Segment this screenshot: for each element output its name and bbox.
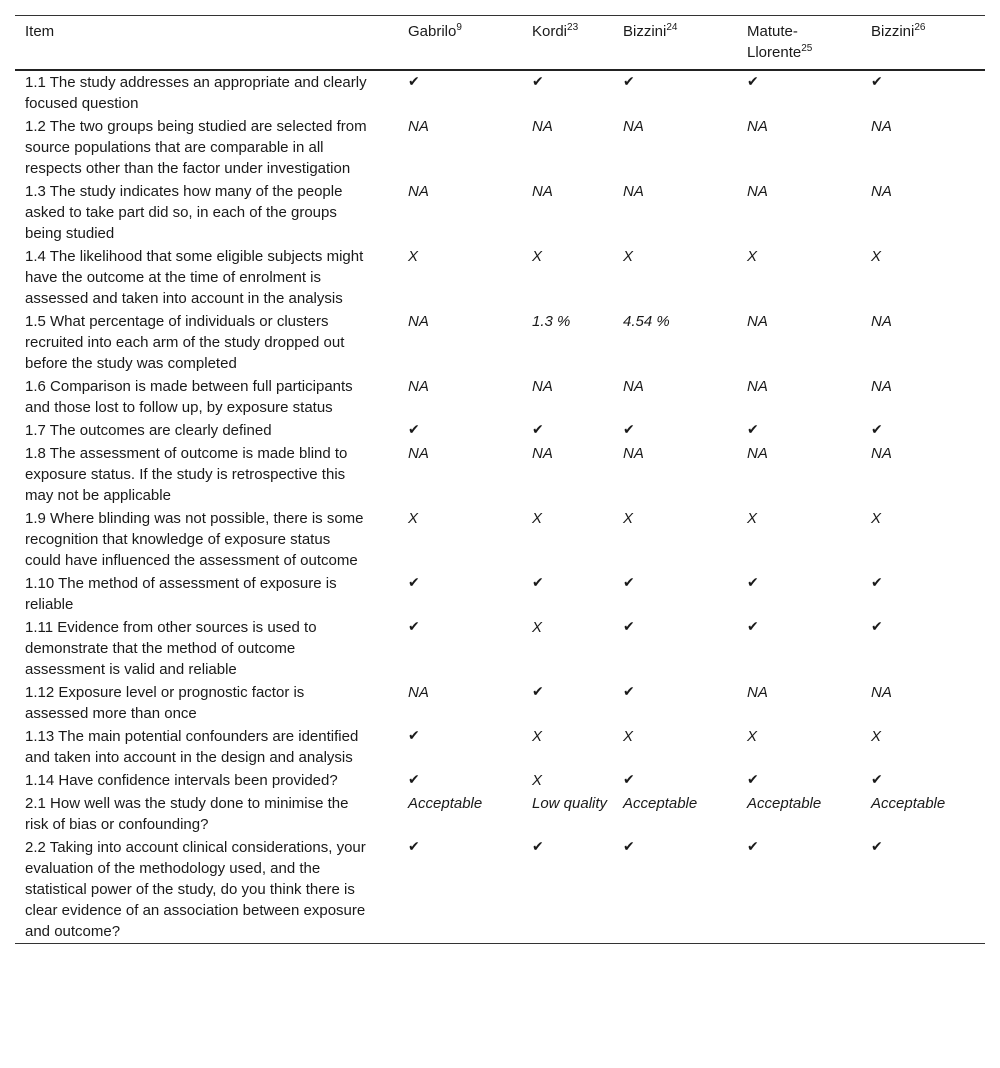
table-row: [15, 836, 985, 944]
item-cell: 1.9 Where blinding was not possible, there is some recognition that knowledge of exposure status could have influenced the assessment of outcome: [25, 510, 364, 569]
value-cell: ✔: [747, 619, 759, 635]
value-cell: ✔: [747, 839, 759, 855]
value-cell: NA: [871, 378, 892, 395]
value-cell: NA: [623, 445, 644, 462]
value-cell: NA: [747, 684, 768, 701]
item-cell: 1.6 Comparison is made between full participants and those lost to follow up, by exposure status: [25, 378, 353, 416]
value-cell: ✔: [532, 422, 544, 438]
value-cell: X: [532, 510, 543, 527]
table-row: [15, 419, 985, 442]
item-cell: 1.10 The method of assessment of exposure is reliable: [25, 575, 337, 613]
value-cell: ✔: [747, 575, 759, 591]
table-row: [15, 245, 985, 310]
item-cell: 1.4 The likelihood that some eligible subjects might have the outcome at the time of enrolment is assessed and taken into account in the analysis: [25, 248, 364, 307]
header-study-3: Bizzini$^{24}$: [623, 22, 678, 40]
value-cell: ✔: [871, 422, 883, 438]
value-cell: X: [408, 510, 419, 527]
value-cell: ✔: [408, 728, 420, 744]
value-cell: ✔: [623, 839, 635, 855]
value-cell: ✔: [623, 684, 635, 700]
value-cell: ✔: [747, 74, 759, 90]
value-cell: NA: [623, 118, 644, 135]
value-cell: ✔: [532, 684, 544, 700]
value-cell: ✔: [871, 619, 883, 635]
table-row: [15, 792, 985, 836]
value-cell: Acceptable: [871, 795, 946, 812]
quality-assessment-table: [15, 15, 985, 944]
table-header-row: [15, 16, 985, 71]
item-cell: 1.2 The two groups being studied are selected from source populations that are comparable in all respects other than the factor under investigation: [25, 118, 367, 177]
header-study-5: Bizzini$^{26}$: [871, 22, 926, 40]
value-cell: Acceptable: [408, 795, 483, 812]
value-cell: NA: [871, 313, 892, 330]
value-cell: Acceptable: [623, 795, 698, 812]
value-cell: X: [623, 510, 634, 527]
value-cell: ✔: [532, 839, 544, 855]
value-cell: X: [532, 728, 543, 745]
value-cell: X: [871, 510, 882, 527]
value-cell: ✔: [532, 74, 544, 90]
table-row: [15, 70, 985, 115]
value-cell: NA: [532, 378, 553, 395]
item-cell: 1.14 Have confidence intervals been provided?: [25, 772, 338, 789]
value-cell: NA: [747, 313, 768, 330]
header-study-2: Kordi$^{23}$: [532, 22, 579, 40]
item-cell: 1.5 What percentage of individuals or clusters recruited into each arm of the study dropped out before the study was completed: [25, 313, 345, 372]
table-row: [15, 115, 985, 180]
value-cell: X: [747, 728, 758, 745]
value-cell: ✔: [747, 772, 759, 788]
table-row: [15, 375, 985, 419]
value-cell: ✔: [623, 619, 635, 635]
value-cell: X: [623, 728, 634, 745]
table-row: [15, 310, 985, 375]
value-cell: Low quality: [532, 795, 608, 812]
item-cell: 1.12 Exposure level or prognostic factor is assessed more than once: [25, 684, 305, 722]
header-study-1: Gabrilo$^9$: [408, 22, 462, 40]
header-study-4: Matute-Llorente$^{25}$: [747, 23, 813, 61]
item-cell: 1.3 The study indicates how many of the people asked to take part did so, in each of the groups being studied: [25, 183, 343, 242]
value-cell: NA: [532, 183, 553, 200]
value-cell: Acceptable: [747, 795, 822, 812]
value-cell: NA: [747, 118, 768, 135]
table-row: [15, 681, 985, 725]
value-cell: NA: [747, 183, 768, 200]
item-cell: 1.1 The study addresses an appropriate and clearly focused question: [25, 74, 367, 112]
value-cell: NA: [747, 378, 768, 395]
value-cell: ✔: [623, 772, 635, 788]
value-cell: ✔: [871, 839, 883, 855]
value-cell: ✔: [871, 772, 883, 788]
value-cell: NA: [408, 445, 429, 462]
value-cell: ✔: [871, 74, 883, 90]
header-item: Item: [25, 23, 55, 40]
table-row: [15, 725, 985, 769]
value-cell: ✔: [532, 575, 544, 591]
value-cell: ✔: [747, 422, 759, 438]
value-cell: X: [747, 248, 758, 265]
table-row: [15, 769, 985, 792]
value-cell: NA: [623, 183, 644, 200]
value-cell: NA: [532, 445, 553, 462]
value-cell: NA: [871, 684, 892, 701]
value-cell: X: [747, 510, 758, 527]
value-cell: X: [871, 728, 882, 745]
value-cell: X: [871, 248, 882, 265]
value-cell: NA: [408, 378, 429, 395]
value-cell: NA: [623, 378, 644, 395]
value-cell: X: [532, 772, 543, 789]
value-cell: ✔: [623, 422, 635, 438]
value-cell: 4.54 %: [623, 313, 670, 330]
item-cell: 1.11 Evidence from other sources is used to demonstrate that the method of outcome assessment is valid and reliable: [25, 619, 317, 678]
value-cell: NA: [408, 118, 429, 135]
value-cell: ✔: [408, 772, 420, 788]
value-cell: X: [408, 248, 419, 265]
value-cell: NA: [871, 183, 892, 200]
value-cell: NA: [408, 684, 429, 701]
item-cell: 1.13 The main potential confounders are identified and taken into account in the design and analysis: [25, 728, 359, 766]
value-cell: ✔: [623, 74, 635, 90]
value-cell: ✔: [871, 575, 883, 591]
value-cell: X: [532, 619, 543, 636]
value-cell: ✔: [408, 839, 420, 855]
value-cell: ✔: [408, 575, 420, 591]
value-cell: ✔: [623, 575, 635, 591]
value-cell: ✔: [408, 619, 420, 635]
table-row: [15, 616, 985, 681]
value-cell: ✔: [408, 74, 420, 90]
item-cell: 1.7 The outcomes are clearly defined: [25, 422, 272, 439]
value-cell: X: [532, 248, 543, 265]
item-cell: 2.1 How well was the study done to minimise the risk of bias or confounding?: [25, 795, 349, 833]
value-cell: NA: [408, 313, 429, 330]
value-cell: NA: [532, 118, 553, 135]
table-row: [15, 572, 985, 616]
table-row: [15, 180, 985, 245]
value-cell: NA: [871, 445, 892, 462]
item-cell: 2.2 Taking into account clinical considerations, your evaluation of the methodology used, and the statistical power of the study, do you think there is clear evidence of an association between exposure and outcome?: [25, 839, 366, 940]
table-row: [15, 442, 985, 507]
value-cell: ✔: [408, 422, 420, 438]
item-cell: 1.8 The assessment of outcome is made blind to exposure status. If the study is retrospective this may not be applicable: [25, 445, 348, 504]
value-cell: NA: [871, 118, 892, 135]
value-cell: NA: [747, 445, 768, 462]
value-cell: NA: [408, 183, 429, 200]
value-cell: X: [623, 248, 634, 265]
value-cell: 1.3 %: [532, 313, 571, 330]
table-row: [15, 507, 985, 572]
